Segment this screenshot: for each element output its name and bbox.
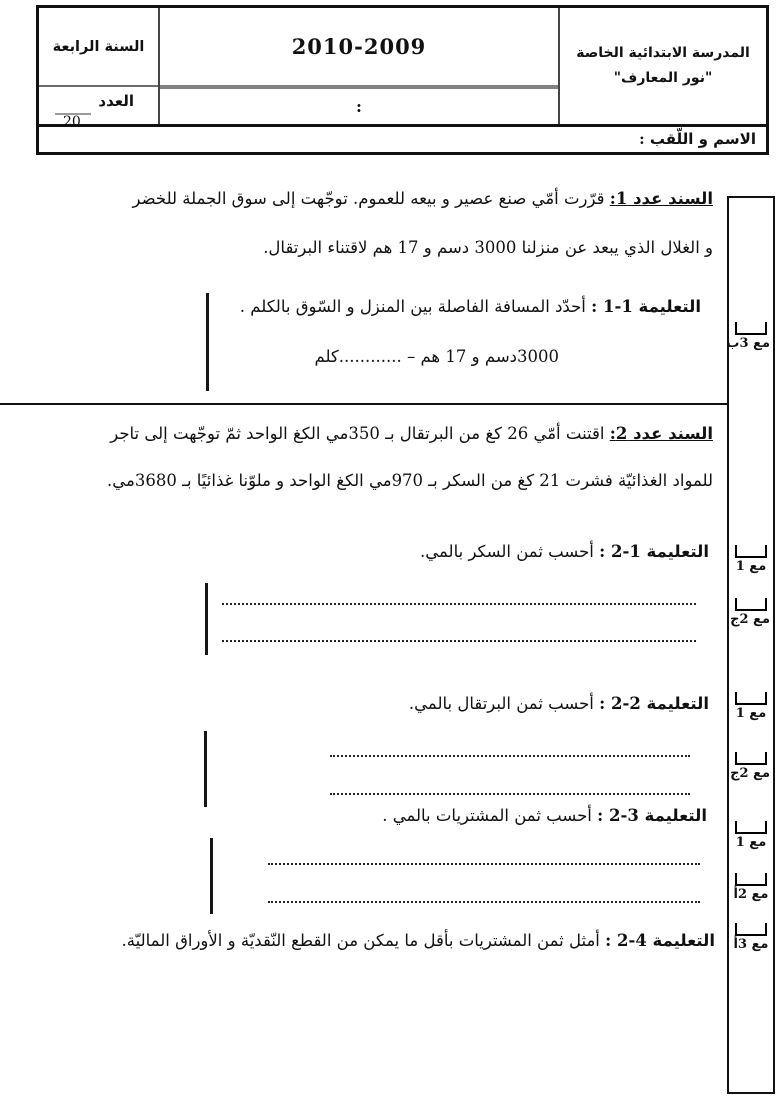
margin-mark-label: مع 1	[735, 706, 767, 721]
margin-mark	[732, 873, 770, 902]
margin-column	[727, 196, 775, 1094]
instruction-2-4-label: التعليمة 4-2 :	[605, 931, 715, 950]
margin-mark-label: مع 2ج	[730, 766, 770, 781]
score-bracket-icon	[735, 752, 767, 765]
margin-mark	[732, 545, 770, 574]
answer-line	[268, 863, 700, 865]
instruction-1-1-equation: 3000دسم و 17 هم – ............كلم	[314, 347, 559, 366]
header-left-cell	[39, 8, 160, 130]
margin-mark-label: مع 1	[735, 835, 767, 850]
margin-mark	[732, 923, 770, 952]
score-bracket-icon	[735, 821, 767, 834]
score-bracket-icon	[735, 598, 767, 611]
instruction-2-3	[382, 806, 707, 825]
margin-mark-label: مع 2أ	[733, 887, 769, 902]
exercise1-text1: قرّرت أمّي صنع عصير و بيعه للعموم. توجّهت إلى سوق الجملة للخضر	[132, 189, 605, 208]
answer-bar-3	[204, 731, 207, 807]
date-colon: :	[356, 97, 362, 116]
instruction-2-2-text: أحسب ثمن البرتقال بالمي.	[408, 694, 594, 713]
grade-label: السنة الرابعة	[52, 38, 145, 55]
instruction-2-1	[420, 542, 709, 561]
margin-mark	[732, 598, 770, 627]
instruction-2-3-label: التعليمة 3-2 :	[597, 806, 707, 825]
instruction-2-1-label: التعليمة 1-2 :	[599, 542, 709, 561]
school-name-line2: "نور المعارف"	[613, 70, 713, 86]
score-max: 20	[63, 114, 81, 130]
score-bracket-icon	[735, 692, 767, 705]
exercise1-body-line1	[133, 189, 714, 208]
exercise1-title: السند عدد 1:	[609, 189, 713, 208]
header-middle-cell	[160, 8, 558, 124]
school-name-line1: المدرسة الابتدائية الخاصة	[576, 44, 750, 61]
score-bracket-icon	[735, 873, 767, 886]
score-cell	[39, 87, 158, 130]
margin-mark-label: مع 3أ	[733, 937, 769, 952]
score-bracket-icon	[735, 322, 767, 335]
header-top-row	[39, 8, 766, 130]
instruction-1-1-label: التعليمة 1-1 :	[591, 297, 701, 316]
score-bracket-icon	[735, 545, 767, 558]
answer-bar-1	[206, 293, 209, 391]
score-label: العدد	[98, 92, 134, 110]
margin-mark-label: مع 1	[735, 559, 767, 574]
exercise1-body-line2: و الغلال الذي يبعد عن منزلنا 3000 دسم و 17 هم لاقتناء البرتقال.	[263, 238, 713, 257]
exercise2-text1: اقتنت أمّي 26 كغ من البرتقال بـ 350مي الكغ الواحد ثمّ توجّهت إلى تاجر	[110, 424, 605, 443]
instruction-2-3-text: أحسب ثمن المشتريات بالمي .	[382, 806, 592, 825]
exercise2-body-line1	[110, 424, 713, 443]
section-divider	[0, 403, 727, 405]
answer-bar-4	[210, 838, 213, 914]
margin-mark	[726, 322, 770, 351]
answer-line	[330, 755, 690, 757]
margin-mark	[732, 692, 770, 721]
school-name-cell	[558, 8, 766, 124]
exercise2-title: السند عدد 2:	[609, 424, 713, 443]
instruction-2-4	[122, 931, 715, 950]
instruction-1-1-text: أحدّد المسافة الفاصلة بين المنزل و السّوق بالكلم .	[239, 297, 586, 316]
margin-mark	[732, 752, 770, 781]
instruction-1-1	[240, 297, 701, 316]
instruction-2-2-label: التعليمة 2-2 :	[599, 694, 709, 713]
margin-mark-label: مع 2ج	[730, 612, 770, 627]
instruction-2-2	[409, 694, 709, 713]
margin-mark	[732, 821, 770, 850]
exercise2-body-line2: للمواد الغذائيّة فشرت 21 كغ من السكر بـ 970مي الكغ الواحد و ملوّنا غذائيًا بـ 3680مي.	[107, 471, 713, 490]
instruction-2-4-text: أمثل ثمن المشتريات بأقل ما يمكن من القطع النّقديّة و الأوراق الماليّة.	[121, 931, 600, 950]
answer-line	[330, 793, 690, 795]
answer-bar-2	[205, 583, 208, 655]
answer-line	[222, 603, 696, 605]
answer-line	[268, 901, 700, 903]
margin-mark-label: مع 3ب	[726, 336, 770, 351]
school-year: 2010-2009	[291, 34, 427, 59]
score-bracket-icon	[735, 923, 767, 936]
answer-line	[222, 640, 696, 642]
name-surname-field: الاسم و اللّقب :	[39, 124, 766, 152]
header-table	[36, 5, 769, 155]
instruction-2-1-text: أحسب ثمن السكر بالمي.	[420, 542, 594, 561]
